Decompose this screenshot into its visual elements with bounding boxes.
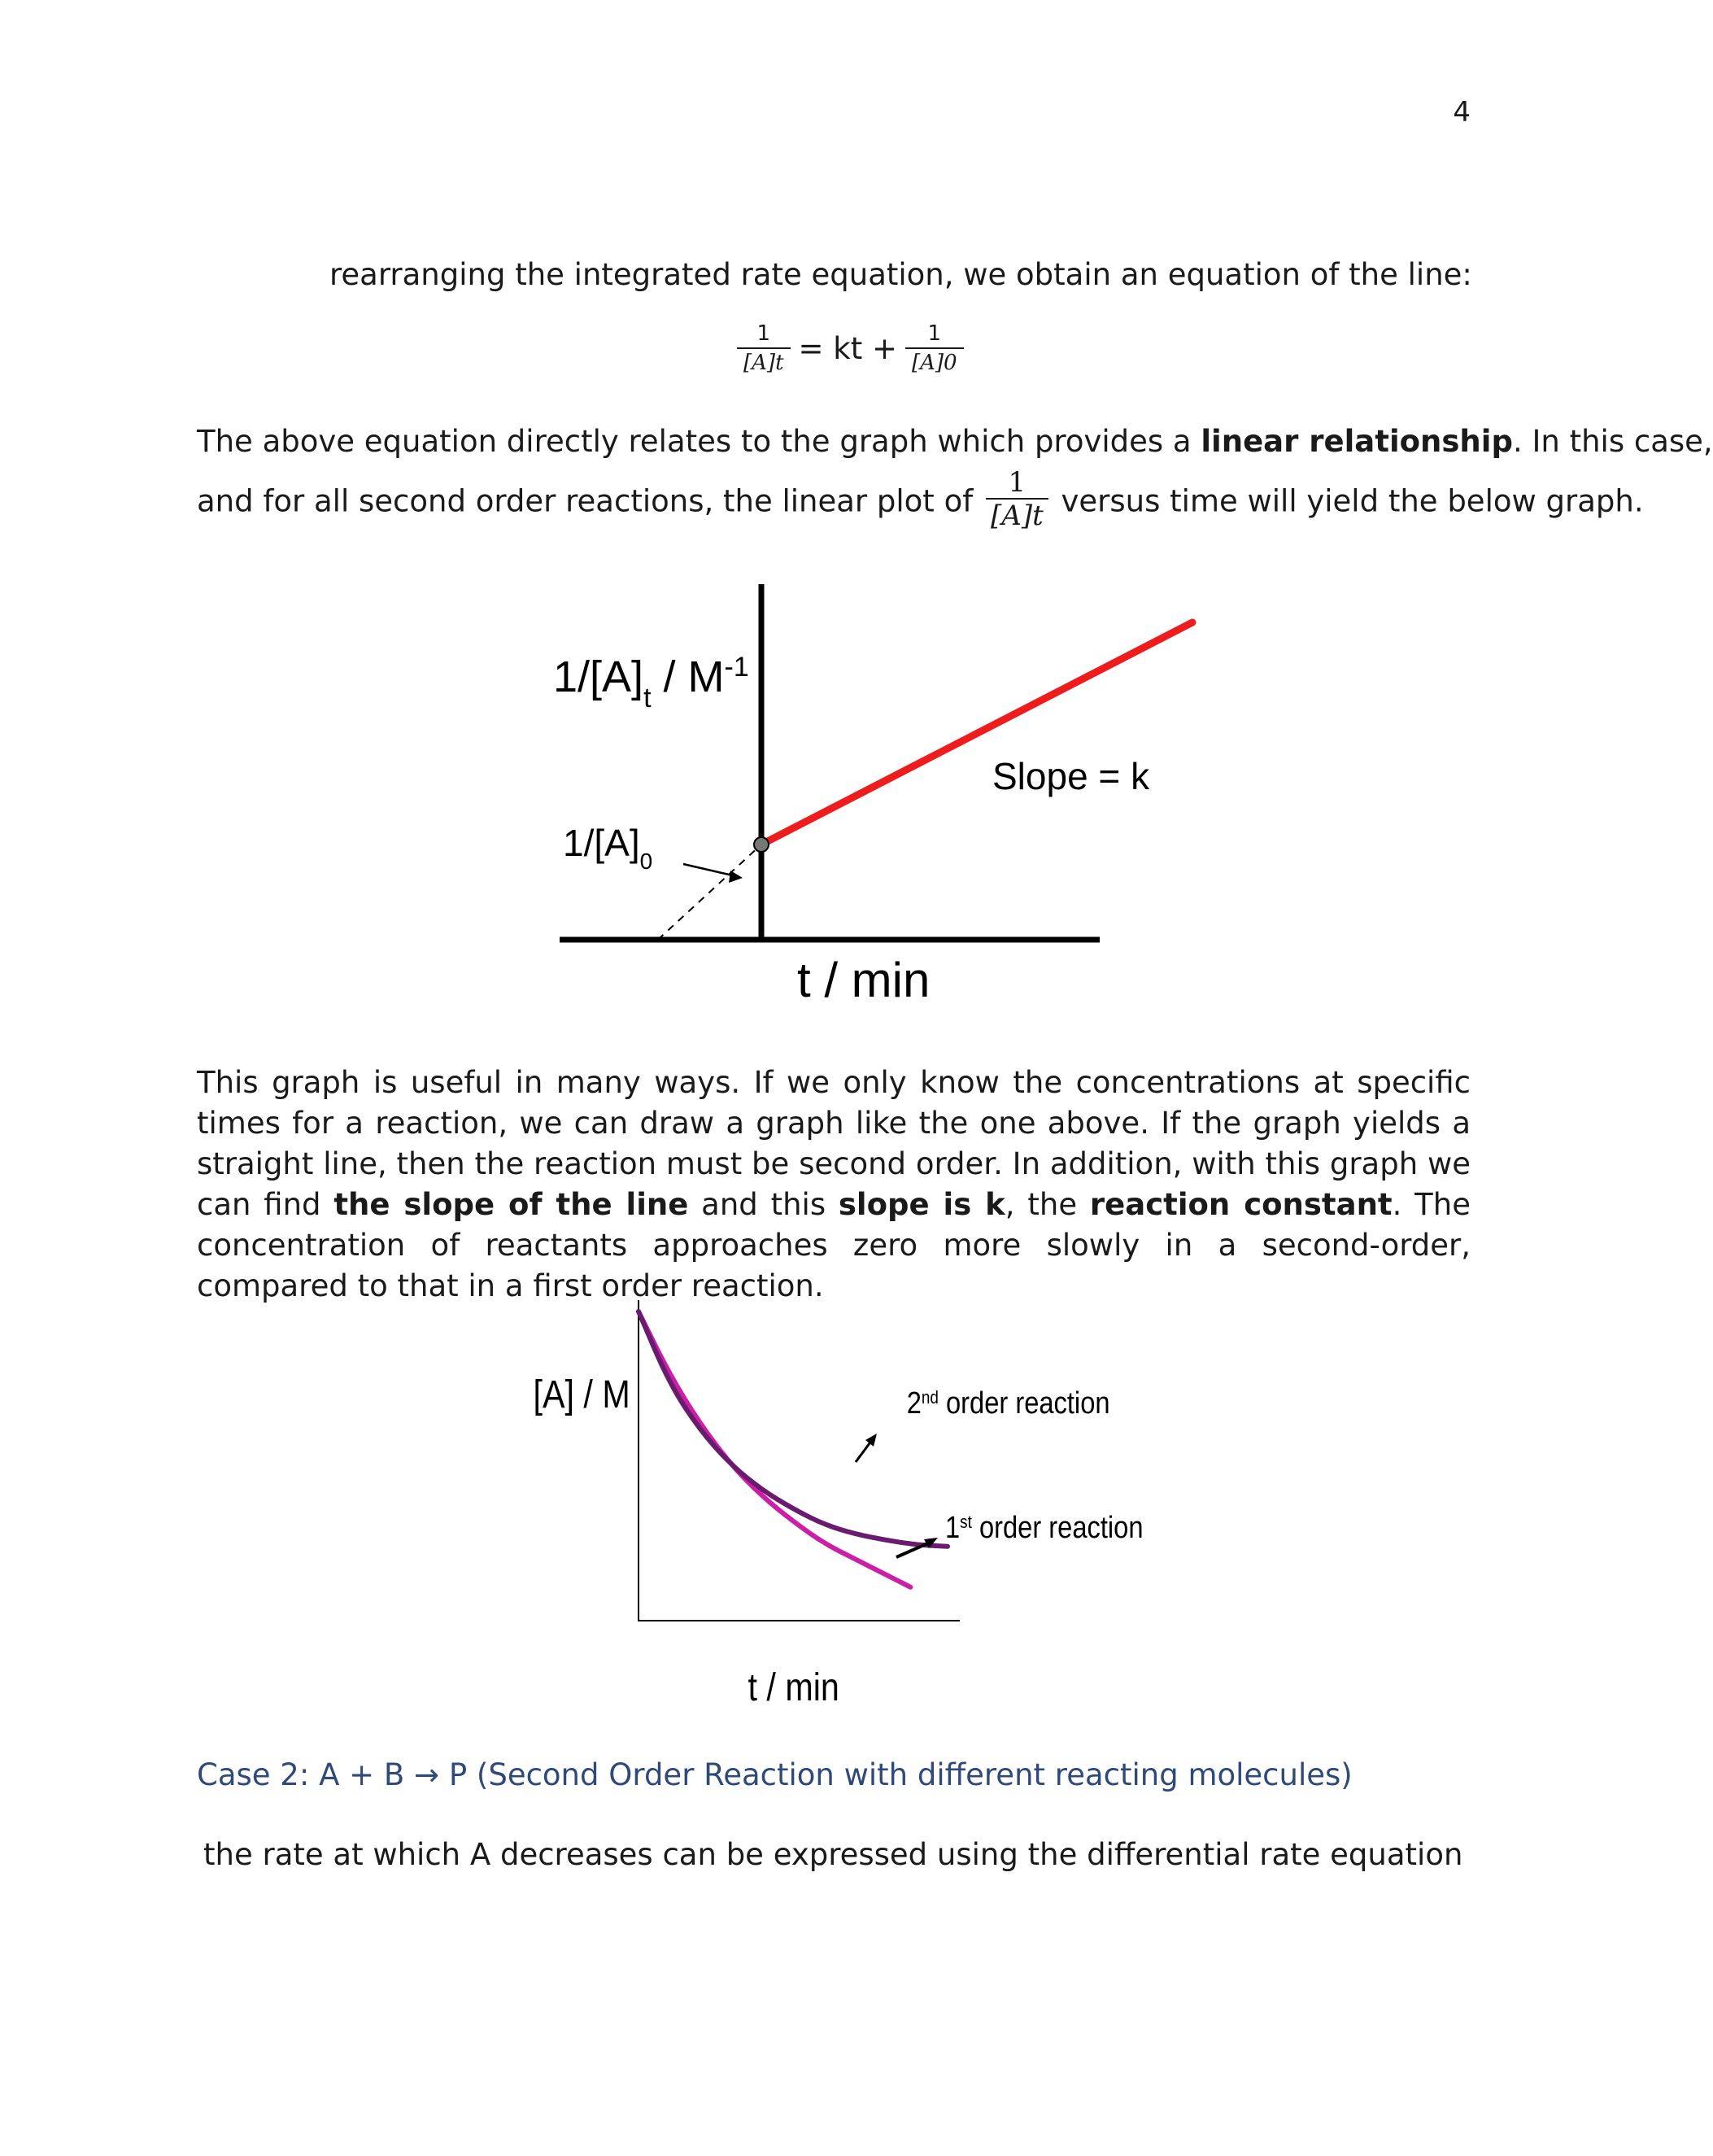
- page-number: 4: [1453, 96, 1471, 129]
- second-order-arrow: [856, 1440, 872, 1462]
- data-line: [761, 622, 1192, 845]
- para1-text-a: The above equation directly relates to the graph which provides a: [197, 424, 1201, 459]
- intercept-point: [754, 837, 769, 852]
- lhs-numerator: 1: [756, 321, 771, 346]
- closing-line: the rate at which A decreases can be expressed using the differential rate equation: [203, 1837, 1463, 1872]
- inline-frac-numerator: 1: [1008, 466, 1026, 499]
- inline-fraction: [986, 467, 1048, 532]
- second-order-curve: [639, 1311, 948, 1547]
- para1-bold: linear relationship: [1201, 424, 1513, 459]
- para1-text-b: . In this case,: [1512, 424, 1713, 459]
- rhs-numerator: 1: [927, 321, 942, 346]
- para1-text-c: and for all second order reactions, the linear plot of: [197, 483, 983, 519]
- first-order-curve: [639, 1311, 910, 1587]
- equation-middle: = kt +: [798, 330, 897, 366]
- paragraph-graph-usefulness: [197, 1063, 1471, 1307]
- intro-text: rearranging the integrated rate equation, we obtain an equation of the line:: [329, 257, 1472, 292]
- para1-line1: [197, 421, 1713, 462]
- case-2-heading: Case 2: A + B → P (Second Order Reaction with different reacting molecules): [197, 1757, 1353, 1792]
- x-axis-label: t / min: [748, 1665, 839, 1709]
- lhs-denominator: [A]t: [737, 347, 791, 377]
- decay-comparison-chart: [521, 1294, 1155, 1717]
- para2-text-1: This graph is useful in many ways. If we only know the concentrations at specific times for a reaction, we can draw a graph like the one above. If the graph yields a straight line, then the reaction must be second order. In addition, with this graph we can find: [197, 1065, 1471, 1222]
- para1-text-d: versus time will yield the below graph.: [1061, 483, 1644, 519]
- y-axis-label: $1/[A]_t / M^{-1}$: [553, 652, 749, 714]
- y-axis-label: [A] / M: [533, 1373, 630, 1416]
- rhs-fraction: [905, 320, 964, 377]
- slope-annotation: Slope = k: [992, 755, 1150, 797]
- inline-frac-denominator: [A]t: [986, 498, 1048, 532]
- para1-line2: [197, 466, 1644, 535]
- extrapolation-dashed-line: [658, 845, 761, 940]
- x-axis-label: t / min: [797, 953, 931, 1007]
- first-order-label: 1st order reaction: [945, 1509, 1144, 1545]
- lhs-fraction: [737, 320, 791, 377]
- para2-text-3: , the: [1005, 1187, 1090, 1222]
- rhs-denominator: [A]0: [905, 347, 964, 377]
- second-order-label: 2nd order reaction: [906, 1385, 1110, 1421]
- intercept-arrow-head: [729, 871, 743, 883]
- intercept-arrow: [683, 864, 736, 876]
- linear-plot-chart: [553, 570, 1171, 1025]
- intercept-label: $1/[A]_0$: [563, 822, 653, 874]
- para2-text-2: and this: [688, 1187, 839, 1222]
- para2-bold-2: slope is k: [838, 1187, 1005, 1222]
- integrated-rate-equation: [732, 309, 969, 387]
- para2-text-4: . The concentration of reactants approaches zero more slowly in a second-order, compared to that in a first order reaction.: [197, 1187, 1471, 1303]
- paragraph-linear-relationship: [197, 421, 1713, 535]
- para2-bold-1: the slope of the line: [333, 1187, 689, 1222]
- para2-bold-3: reaction constant: [1089, 1187, 1393, 1222]
